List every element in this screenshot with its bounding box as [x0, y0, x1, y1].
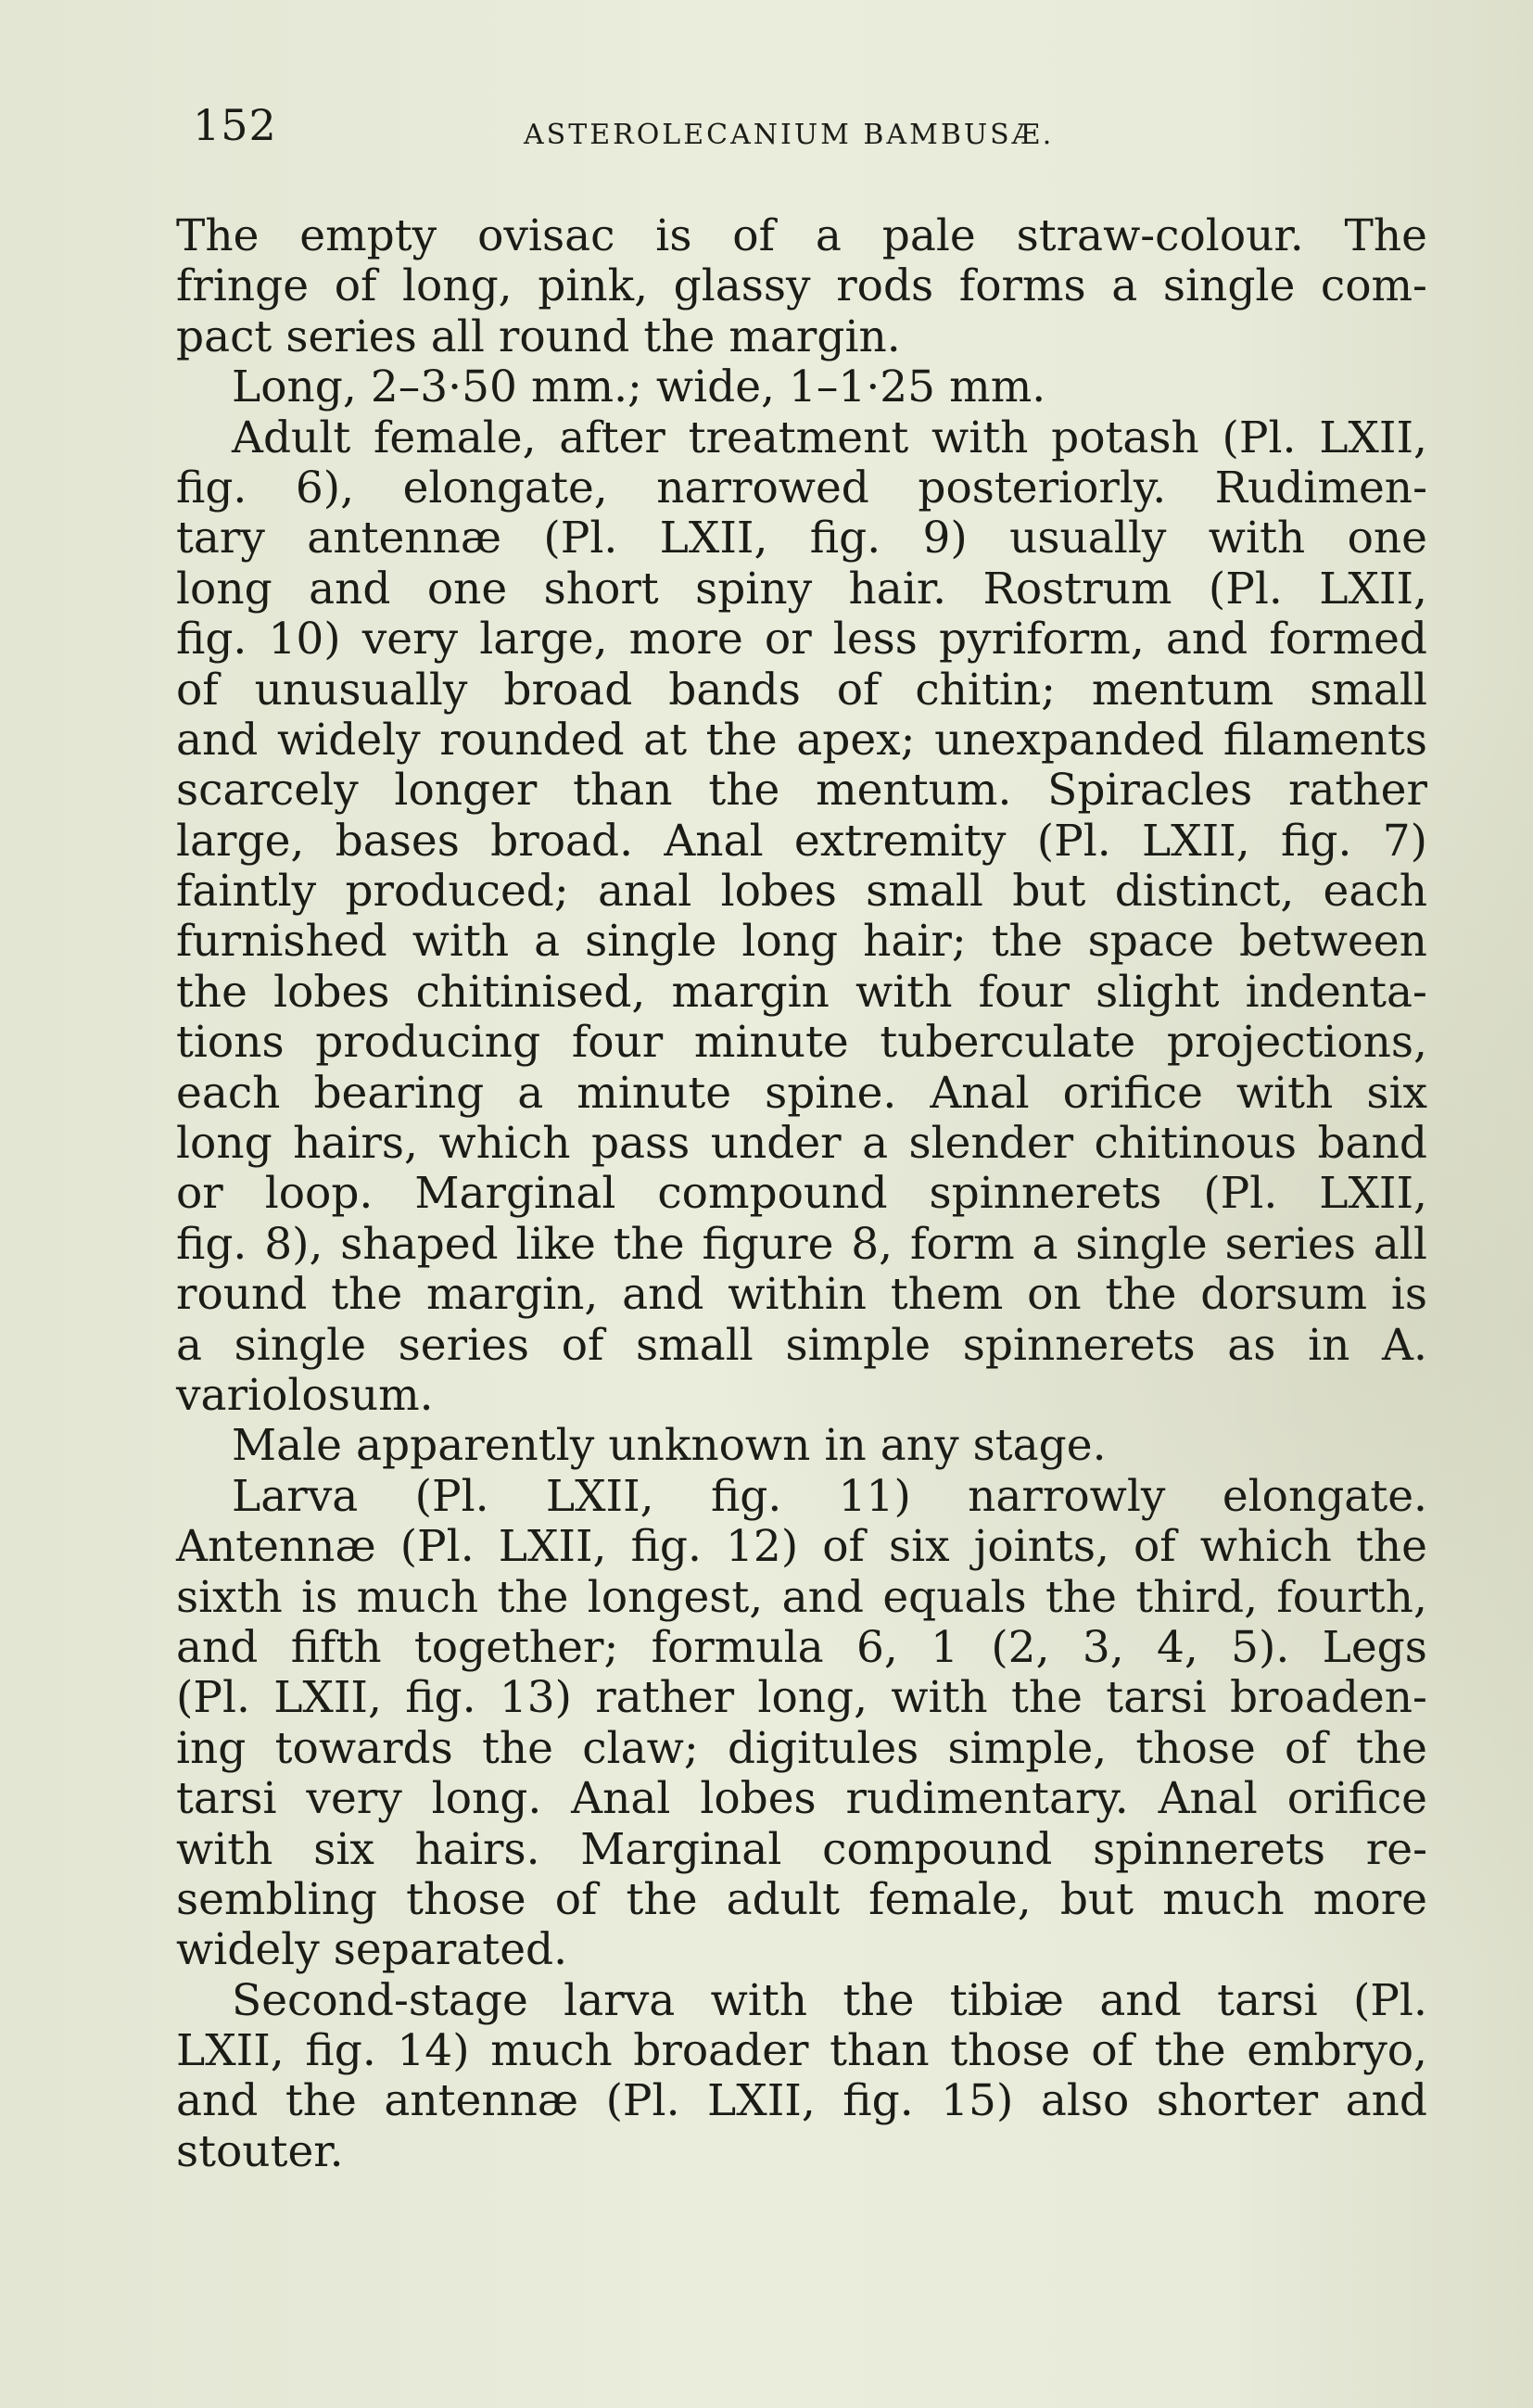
- text-line: each bearing a minute spine. Anal orifice with six: [176, 1067, 1427, 1119]
- text-line: of unusually broad bands of chitin; mentum small: [176, 664, 1427, 716]
- text-line: round the margin, and within them on the dorsum is: [176, 1269, 1427, 1321]
- text-line: Antennæ (Pl. LXII, fig. 12) of six joints, of which the: [176, 1521, 1427, 1573]
- body-text: [176, 211, 1427, 2177]
- text-line: and the antennæ (Pl. LXII, fig. 15) also shorter and: [176, 2075, 1427, 2127]
- text-line: large, bases broad. Anal extremity (Pl. LXII, fig. 7): [176, 815, 1427, 867]
- text-line: fringe of long, pink, glassy rods forms a single com-: [176, 260, 1427, 312]
- paragraph: [176, 1421, 1427, 1471]
- text-line: the lobes chitinised, margin with four slight indenta-: [176, 966, 1427, 1018]
- text-line: or loop. Marginal compound spinnerets (Pl. LXII,: [176, 1168, 1427, 1220]
- text-line: ing towards the claw; digitules simple, those of the: [176, 1722, 1427, 1774]
- text-line: tary antennæ (Pl. LXII, fig. 9) usually with one: [176, 513, 1427, 564]
- text-line: faintly produced; anal lobes small but distinct, each: [176, 866, 1427, 918]
- text-line: sembling those of the adult female, but much more: [176, 1873, 1427, 1925]
- text-line: and widely rounded at the apex; unexpanded filaments: [176, 714, 1427, 766]
- text-line: with six hairs. Marginal compound spinnerets re-: [176, 1823, 1427, 1875]
- text-line: long hairs, which pass under a slender chitinous band: [176, 1118, 1427, 1170]
- page-number: 152: [193, 100, 277, 150]
- text-line: furnished with a single long hair; the space between: [176, 916, 1427, 968]
- text-line: sixth is much the longest, and equals the third, fourth,: [176, 1571, 1427, 1623]
- text-line: fig. 6), elongate, narrowed posteriorly. Rudimen-: [176, 462, 1427, 513]
- paragraph: [176, 362, 1427, 412]
- paragraph: [176, 211, 1427, 362]
- text-line: fig. 8), shaped like the figure 8, form a single series all: [176, 1218, 1427, 1270]
- text-line: LXII, fig. 14) much broader than those of the embryo,: [176, 2025, 1427, 2077]
- text-line: stouter.: [176, 2125, 344, 2177]
- text-line: Second-stage larva with the tibiæ and tarsi (Pl.: [232, 1974, 1427, 2026]
- text-line: The empty ovisac is of a pale straw-colour. The: [176, 210, 1427, 261]
- text-line: Male apparently unknown in any stage.: [232, 1420, 1107, 1472]
- text-line: fig. 10) very large, more or less pyriform, and formed: [176, 614, 1427, 665]
- text-line: a single series of small simple spinnerets as in A.: [176, 1319, 1427, 1371]
- text-line: Adult female, after treatment with potash (Pl. LXII,: [232, 412, 1427, 463]
- text-line: pact series all round the margin.: [176, 311, 901, 362]
- text-line: long and one short spiny hair. Rostrum (Pl. LXII,: [176, 563, 1427, 615]
- text-line: scarcely longer than the mentum. Spiracles rather: [176, 765, 1427, 817]
- text-line: widely separated.: [176, 1924, 568, 1976]
- text-line: Larva (Pl. LXII, fig. 11) narrowly elongate.: [232, 1470, 1427, 1522]
- paragraph: [176, 1976, 1427, 2178]
- text-line: tions producing four minute tuberculate projections,: [176, 1017, 1427, 1069]
- text-line: and fifth together; formula 6, 1 (2, 3, 4, 5). Legs: [176, 1621, 1427, 1673]
- running-title: ASTEROLECANIUM BAMBUSÆ.: [524, 119, 1055, 151]
- paragraph: [176, 1472, 1427, 1976]
- text-line: (Pl. LXII, fig. 13) rather long, with the tarsi broaden-: [176, 1672, 1427, 1724]
- text-line: tarsi very long. Anal lobes rudimentary. Anal orifice: [176, 1773, 1427, 1825]
- paragraph: [176, 413, 1427, 1422]
- text-line: Long, 2–3·50 mm.; wide, 1–1·25 mm.: [232, 361, 1046, 413]
- text-line: variolosum.: [176, 1369, 434, 1421]
